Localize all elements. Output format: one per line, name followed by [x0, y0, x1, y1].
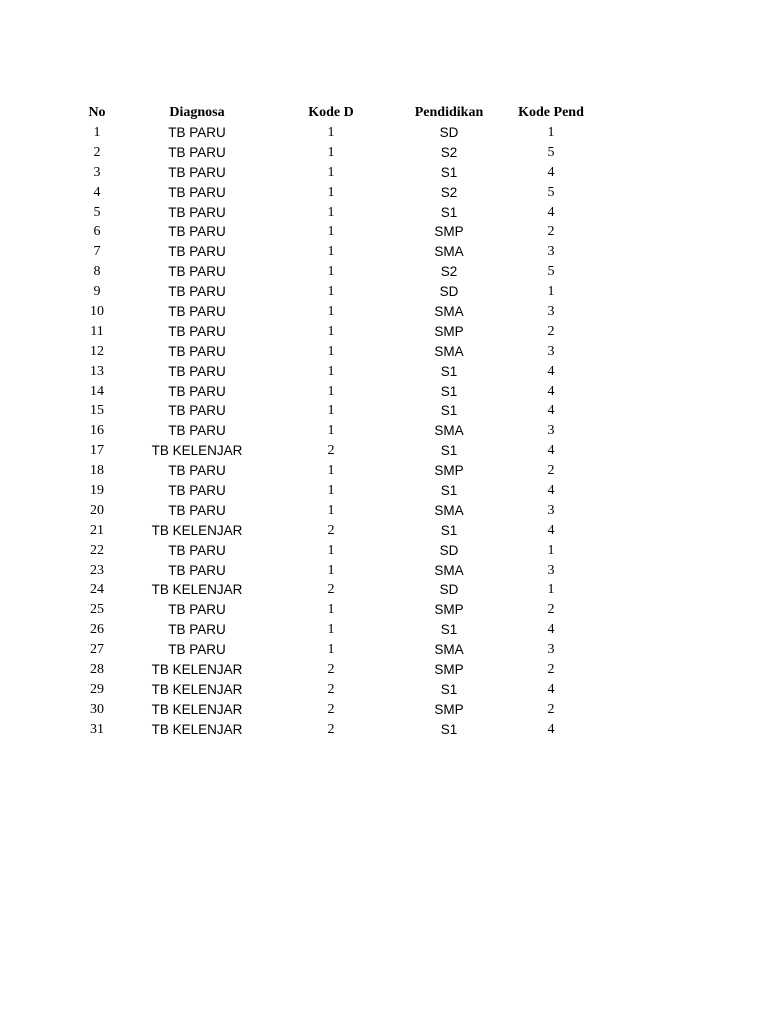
cell-no: 29	[90, 681, 104, 697]
cell-kode-d: 1	[327, 244, 335, 260]
cell-pendidikan: SD	[439, 284, 459, 300]
header-kode-pend: Kode Pend	[518, 105, 584, 120]
cell-pendidikan: S1	[440, 721, 458, 737]
cell-diagnosa: TB KELENJAR	[151, 681, 243, 697]
cell-no: 7	[93, 244, 101, 260]
cell-kode-pend: 5	[547, 264, 555, 280]
cell-diagnosa: TB PARU	[168, 323, 226, 339]
cell-pendidikan: S1	[440, 164, 458, 180]
table-row	[67, 580, 599, 600]
table-row	[67, 401, 599, 421]
cell-diagnosa: TB KELENJAR	[151, 522, 243, 538]
cell-no: 18	[90, 463, 104, 479]
table-row	[67, 481, 599, 501]
cell-diagnosa: TB PARU	[168, 642, 226, 658]
table-row	[67, 600, 599, 620]
cell-kode-d: 1	[327, 642, 335, 658]
cell-kode-d: 2	[327, 701, 335, 717]
cell-pendidikan: S1	[440, 622, 458, 638]
cell-no: 21	[90, 522, 104, 538]
cell-diagnosa: TB KELENJAR	[151, 701, 243, 717]
table-row	[67, 362, 599, 382]
cell-no: 8	[93, 264, 101, 280]
cell-kode-d: 1	[327, 284, 335, 300]
cell-kode-d: 1	[327, 144, 335, 160]
cell-kode-d: 1	[327, 303, 335, 319]
cell-kode-d: 2	[327, 681, 335, 697]
cell-diagnosa: TB PARU	[168, 502, 226, 518]
cell-pendidikan: S2	[440, 264, 458, 280]
cell-kode-pend: 2	[547, 661, 555, 677]
cell-kode-d: 1	[327, 622, 335, 638]
cell-pendidikan: SMP	[434, 463, 464, 479]
cell-diagnosa: TB PARU	[168, 164, 226, 180]
cell-diagnosa: TB KELENJAR	[151, 443, 243, 459]
table-row	[67, 382, 599, 402]
cell-kode-d: 1	[327, 423, 335, 439]
cell-kode-pend: 2	[547, 463, 555, 479]
cell-kode-pend: 2	[547, 224, 555, 240]
cell-kode-pend: 4	[547, 443, 555, 459]
table-row	[67, 521, 599, 541]
cell-no: 4	[93, 184, 101, 200]
table-row	[67, 262, 599, 282]
cell-kode-pend: 4	[547, 403, 555, 419]
cell-diagnosa: TB PARU	[168, 284, 226, 300]
cell-kode-pend: 3	[547, 642, 555, 658]
table-row	[67, 461, 599, 481]
table-row	[67, 660, 599, 680]
cell-kode-d: 1	[327, 204, 335, 220]
data-table	[67, 103, 599, 740]
table-row	[67, 680, 599, 700]
cell-diagnosa: TB PARU	[168, 184, 226, 200]
cell-diagnosa: TB PARU	[168, 482, 226, 498]
cell-no: 10	[90, 303, 104, 319]
cell-pendidikan: S2	[440, 184, 458, 200]
cell-diagnosa: TB PARU	[168, 343, 226, 359]
table-row	[67, 342, 599, 362]
cell-kode-d: 1	[327, 124, 335, 140]
cell-kode-d: 1	[327, 482, 335, 498]
table-row	[67, 441, 599, 461]
table-row	[67, 620, 599, 640]
cell-kode-d: 1	[327, 264, 335, 280]
cell-kode-pend: 1	[547, 284, 555, 300]
cell-kode-d: 1	[327, 323, 335, 339]
cell-no: 5	[93, 204, 101, 220]
table-row	[67, 421, 599, 441]
cell-pendidikan: S1	[440, 681, 458, 697]
cell-kode-pend: 5	[547, 184, 555, 200]
cell-no: 26	[90, 622, 104, 638]
cell-pendidikan: SMA	[434, 502, 464, 518]
cell-diagnosa: TB KELENJAR	[151, 582, 243, 598]
table-row	[67, 143, 599, 163]
cell-pendidikan: SMA	[434, 562, 464, 578]
cell-kode-d: 2	[327, 443, 335, 459]
cell-no: 9	[93, 284, 101, 300]
cell-kode-d: 1	[327, 463, 335, 479]
cell-no: 12	[90, 343, 104, 359]
cell-no: 25	[90, 602, 104, 618]
cell-pendidikan: SMA	[434, 642, 464, 658]
cell-kode-pend: 5	[547, 144, 555, 160]
cell-no: 6	[93, 224, 101, 240]
cell-kode-pend: 1	[547, 542, 555, 558]
table-row	[67, 222, 599, 242]
cell-pendidikan: S1	[440, 204, 458, 220]
cell-diagnosa: TB KELENJAR	[151, 721, 243, 737]
table-row	[67, 123, 599, 143]
cell-kode-pend: 2	[547, 701, 555, 717]
cell-no: 19	[90, 482, 104, 498]
cell-pendidikan: SMA	[434, 303, 464, 319]
cell-pendidikan: S1	[440, 443, 458, 459]
cell-diagnosa: TB PARU	[168, 542, 226, 558]
cell-no: 22	[90, 542, 104, 558]
cell-no: 20	[90, 502, 104, 518]
table-row	[67, 561, 599, 581]
table-row	[67, 322, 599, 342]
cell-no: 2	[93, 144, 101, 160]
cell-no: 23	[90, 562, 104, 578]
cell-diagnosa: TB PARU	[168, 363, 226, 379]
cell-kode-pend: 1	[547, 582, 555, 598]
header-diagnosa: Diagnosa	[169, 105, 225, 120]
cell-kode-d: 1	[327, 184, 335, 200]
cell-no: 1	[93, 124, 101, 140]
cell-kode-pend: 4	[547, 363, 555, 379]
cell-no: 28	[90, 661, 104, 677]
cell-diagnosa: TB PARU	[168, 303, 226, 319]
cell-pendidikan: S1	[440, 403, 458, 419]
cell-kode-pend: 4	[547, 622, 555, 638]
table-row	[67, 282, 599, 302]
cell-no: 16	[90, 423, 104, 439]
table-row	[67, 242, 599, 262]
table-row	[67, 640, 599, 660]
header-kode-d: Kode D	[308, 105, 354, 120]
cell-pendidikan: S1	[440, 383, 458, 399]
cell-kode-d: 1	[327, 562, 335, 578]
cell-kode-pend: 4	[547, 482, 555, 498]
cell-no: 14	[90, 383, 104, 399]
cell-kode-d: 1	[327, 164, 335, 180]
header-no: No	[88, 105, 106, 120]
cell-diagnosa: TB PARU	[168, 124, 226, 140]
cell-pendidikan: S2	[440, 144, 458, 160]
cell-diagnosa: TB PARU	[168, 224, 226, 240]
cell-diagnosa: TB PARU	[168, 463, 226, 479]
cell-kode-pend: 4	[547, 721, 555, 737]
cell-kode-d: 1	[327, 383, 335, 399]
cell-kode-pend: 3	[547, 502, 555, 518]
cell-pendidikan: SD	[439, 124, 459, 140]
cell-pendidikan: SMA	[434, 244, 464, 260]
cell-kode-d: 1	[327, 363, 335, 379]
table-row	[67, 183, 599, 203]
cell-pendidikan: SD	[439, 542, 459, 558]
cell-kode-d: 1	[327, 542, 335, 558]
table-row	[67, 203, 599, 223]
cell-kode-d: 2	[327, 582, 335, 598]
cell-diagnosa: TB PARU	[168, 204, 226, 220]
table-body	[67, 123, 599, 740]
cell-kode-d: 1	[327, 343, 335, 359]
cell-pendidikan: SMA	[434, 343, 464, 359]
cell-kode-d: 1	[327, 602, 335, 618]
cell-no: 13	[90, 363, 104, 379]
cell-diagnosa: TB PARU	[168, 423, 226, 439]
cell-no: 3	[93, 164, 101, 180]
cell-pendidikan: S1	[440, 482, 458, 498]
cell-diagnosa: TB PARU	[168, 383, 226, 399]
cell-no: 30	[90, 701, 104, 717]
cell-pendidikan: SMP	[434, 323, 464, 339]
cell-kode-pend: 4	[547, 383, 555, 399]
cell-pendidikan: SMP	[434, 224, 464, 240]
cell-pendidikan: SMA	[434, 423, 464, 439]
table-row	[67, 501, 599, 521]
cell-diagnosa: TB PARU	[168, 562, 226, 578]
header-pendidikan: Pendidikan	[414, 105, 484, 120]
cell-no: 17	[90, 443, 104, 459]
cell-kode-pend: 3	[547, 343, 555, 359]
cell-kode-d: 1	[327, 224, 335, 240]
cell-kode-pend: 4	[547, 681, 555, 697]
cell-kode-d: 2	[327, 661, 335, 677]
cell-diagnosa: TB PARU	[168, 144, 226, 160]
cell-no: 15	[90, 403, 104, 419]
cell-diagnosa: TB PARU	[168, 244, 226, 260]
cell-kode-d: 2	[327, 522, 335, 538]
cell-kode-pend: 4	[547, 204, 555, 220]
table-row	[67, 163, 599, 183]
table-row	[67, 302, 599, 322]
cell-kode-pend: 4	[547, 164, 555, 180]
cell-kode-d: 1	[327, 502, 335, 518]
cell-pendidikan: S1	[440, 522, 458, 538]
table-row	[67, 720, 599, 740]
cell-diagnosa: TB PARU	[168, 403, 226, 419]
cell-kode-pend: 3	[547, 303, 555, 319]
cell-diagnosa: TB PARU	[168, 622, 226, 638]
cell-no: 31	[90, 721, 104, 737]
cell-pendidikan: SMP	[434, 701, 464, 717]
table-header	[67, 103, 599, 123]
cell-kode-pend: 1	[547, 124, 555, 140]
header-row	[67, 103, 599, 123]
cell-kode-d: 2	[327, 721, 335, 737]
cell-diagnosa: TB PARU	[168, 264, 226, 280]
table-row	[67, 700, 599, 720]
cell-diagnosa: TB PARU	[168, 602, 226, 618]
cell-kode-pend: 2	[547, 602, 555, 618]
cell-pendidikan: SMP	[434, 602, 464, 618]
cell-kode-d: 1	[327, 403, 335, 419]
cell-pendidikan: SD	[439, 582, 459, 598]
cell-no: 27	[90, 642, 104, 658]
cell-pendidikan: SMP	[434, 661, 464, 677]
cell-pendidikan: S1	[440, 363, 458, 379]
cell-kode-pend: 3	[547, 244, 555, 260]
cell-kode-pend: 3	[547, 423, 555, 439]
cell-kode-pend: 2	[547, 323, 555, 339]
cell-kode-pend: 4	[547, 522, 555, 538]
table-row	[67, 541, 599, 561]
cell-kode-pend: 3	[547, 562, 555, 578]
cell-diagnosa: TB KELENJAR	[151, 661, 243, 677]
cell-no: 24	[90, 582, 104, 598]
cell-no: 11	[90, 323, 104, 339]
